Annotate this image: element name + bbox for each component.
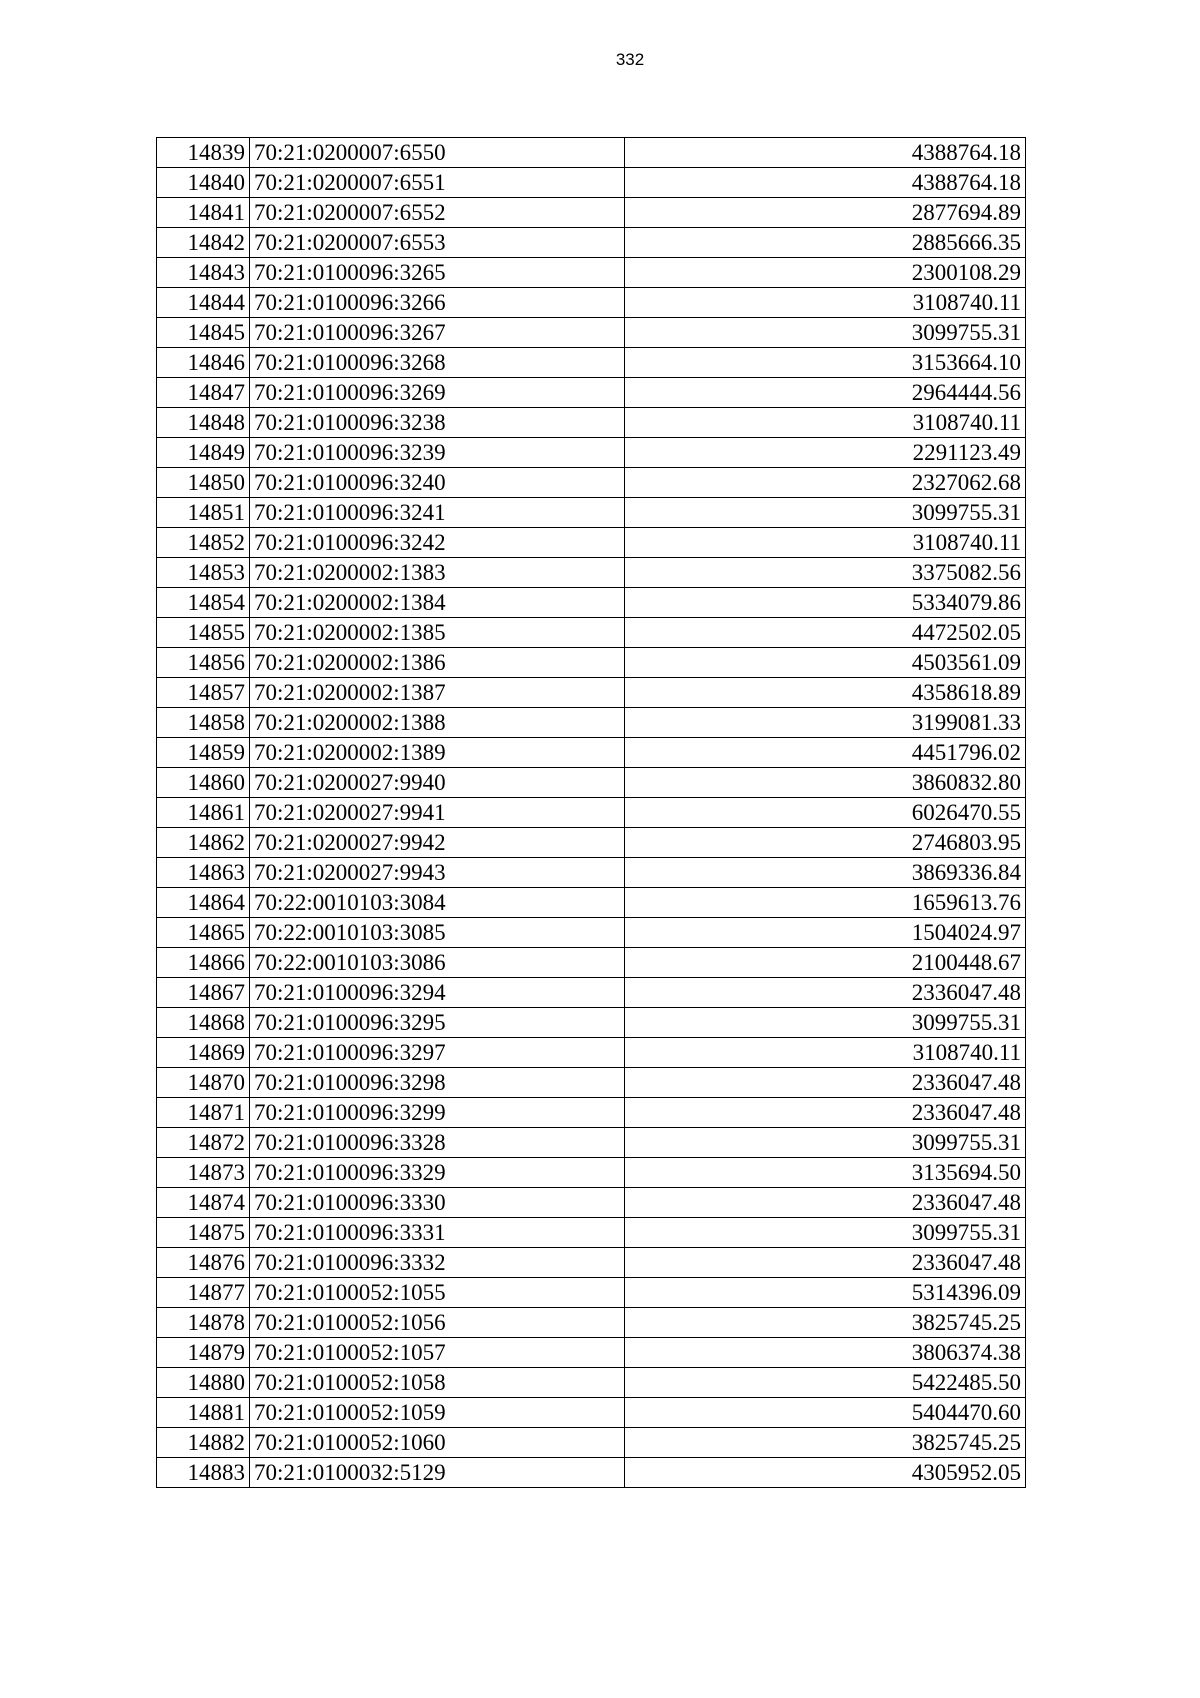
row-number-cell: 14881 [157,1398,250,1428]
cadastral-value-cell: 2877694.89 [625,198,1026,228]
cadastral-number-cell: 70:21:0100096:3238 [250,408,625,438]
row-number-cell: 14852 [157,528,250,558]
cadastral-number-cell: 70:21:0200002:1389 [250,738,625,768]
cadastral-value-cell: 2964444.56 [625,378,1026,408]
cadastral-value-cell: 3108740.11 [625,288,1026,318]
cadastral-value-cell: 4472502.05 [625,618,1026,648]
table-row [157,1158,1026,1188]
table-row [157,528,1026,558]
cadastral-number-cell: 70:21:0200007:6553 [250,228,625,258]
row-number-cell: 14853 [157,558,250,588]
cadastral-value-cell: 2746803.95 [625,828,1026,858]
cadastral-number-cell: 70:21:0200027:9942 [250,828,625,858]
cadastral-number-cell: 70:21:0100096:3329 [250,1158,625,1188]
table-row [157,438,1026,468]
table-row [157,1008,1026,1038]
table-row [157,258,1026,288]
cadastral-number-cell: 70:21:0200007:6551 [250,168,625,198]
row-number-cell: 14855 [157,618,250,648]
cadastral-value-cell: 3375082.56 [625,558,1026,588]
row-number-cell: 14868 [157,1008,250,1038]
cadastral-number-cell: 70:21:0200002:1388 [250,708,625,738]
cadastral-value-cell: 3153664.10 [625,348,1026,378]
row-number-cell: 14845 [157,318,250,348]
cadastral-value-cell: 3135694.50 [625,1158,1026,1188]
table-row [157,498,1026,528]
row-number-cell: 14844 [157,288,250,318]
cadastral-number-cell: 70:21:0100052:1059 [250,1398,625,1428]
row-number-cell: 14850 [157,468,250,498]
row-number-cell: 14871 [157,1098,250,1128]
table-row [157,288,1026,318]
row-number-cell: 14877 [157,1278,250,1308]
table-row [157,1368,1026,1398]
cadastral-number-cell: 70:21:0100096:3265 [250,258,625,288]
cadastral-value-cell: 2291123.49 [625,438,1026,468]
row-number-cell: 14878 [157,1308,250,1338]
cadastral-number-cell: 70:21:0100032:5129 [250,1458,625,1488]
row-number-cell: 14883 [157,1458,250,1488]
table-row [157,1038,1026,1068]
row-number-cell: 14840 [157,168,250,198]
cadastral-value-cell: 6026470.55 [625,798,1026,828]
cadastral-number-cell: 70:21:0200002:1386 [250,648,625,678]
cadastral-value-cell: 3108740.11 [625,528,1026,558]
table-row [157,168,1026,198]
cadastral-number-cell: 70:21:0100096:3328 [250,1128,625,1158]
page-number: 332 [615,50,645,69]
table-row [157,1098,1026,1128]
row-number-cell: 14863 [157,858,250,888]
cadastral-number-cell: 70:21:0100096:3297 [250,1038,625,1068]
table-row [157,1188,1026,1218]
table-row [157,1068,1026,1098]
cadastral-number-cell: 70:22:0010103:3085 [250,918,625,948]
row-number-cell: 14882 [157,1428,250,1458]
cadastral-number-cell: 70:21:0100096:3295 [250,1008,625,1038]
row-number-cell: 14872 [157,1128,250,1158]
row-number-cell: 14858 [157,708,250,738]
cadastral-value-cell: 3108740.11 [625,1038,1026,1068]
table-row [157,678,1026,708]
table-row [157,468,1026,498]
table-row [157,948,1026,978]
table-row [157,408,1026,438]
cadastral-value-cell: 2336047.48 [625,978,1026,1008]
cadastral-value-cell: 3099755.31 [625,1218,1026,1248]
cadastral-value-cell: 2336047.48 [625,1188,1026,1218]
table-row [157,1248,1026,1278]
cadastral-number-cell: 70:21:0100096:3298 [250,1068,625,1098]
table-row [157,1338,1026,1368]
table-row [157,138,1026,168]
cadastral-number-cell: 70:21:0200027:9943 [250,858,625,888]
cadastral-number-cell: 70:21:0100096:3268 [250,348,625,378]
cadastral-value-cell: 4305952.05 [625,1458,1026,1488]
row-number-cell: 14879 [157,1338,250,1368]
cadastral-value-cell: 3860832.80 [625,768,1026,798]
cadastral-value-cell: 3099755.31 [625,1128,1026,1158]
cadastral-number-cell: 70:21:0200002:1384 [250,588,625,618]
cadastral-number-cell: 70:21:0200007:6550 [250,138,625,168]
row-number-cell: 14867 [157,978,250,1008]
cadastral-value-table [156,137,1026,1488]
row-number-cell: 14873 [157,1158,250,1188]
table-row [157,768,1026,798]
cadastral-number-cell: 70:21:0200002:1385 [250,618,625,648]
cadastral-value-cell: 4503561.09 [625,648,1026,678]
cadastral-value-cell: 2336047.48 [625,1248,1026,1278]
row-number-cell: 14861 [157,798,250,828]
row-number-cell: 14843 [157,258,250,288]
row-number-cell: 14851 [157,498,250,528]
row-number-cell: 14841 [157,198,250,228]
table-body [157,138,1026,1488]
row-number-cell: 14875 [157,1218,250,1248]
row-number-cell: 14864 [157,888,250,918]
table-row [157,858,1026,888]
row-number-cell: 14859 [157,738,250,768]
row-number-cell: 14846 [157,348,250,378]
cadastral-value-cell: 3099755.31 [625,1008,1026,1038]
row-number-cell: 14847 [157,378,250,408]
cadastral-number-cell: 70:21:0100052:1060 [250,1428,625,1458]
cadastral-number-cell: 70:21:0200002:1387 [250,678,625,708]
row-number-cell: 14856 [157,648,250,678]
row-number-cell: 14874 [157,1188,250,1218]
cadastral-value-cell: 3199081.33 [625,708,1026,738]
cadastral-value-cell: 3869336.84 [625,858,1026,888]
row-number-cell: 14876 [157,1248,250,1278]
cadastral-number-cell: 70:21:0100096:3331 [250,1218,625,1248]
cadastral-number-cell: 70:21:0200002:1383 [250,558,625,588]
cadastral-value-cell: 4358618.89 [625,678,1026,708]
cadastral-value-cell: 5422485.50 [625,1368,1026,1398]
cadastral-number-cell: 70:21:0200027:9941 [250,798,625,828]
cadastral-number-cell: 70:22:0010103:3084 [250,888,625,918]
cadastral-number-cell: 70:22:0010103:3086 [250,948,625,978]
cadastral-value-cell: 5314396.09 [625,1278,1026,1308]
table-row [157,228,1026,258]
cadastral-number-cell: 70:21:0100052:1057 [250,1338,625,1368]
row-number-cell: 14866 [157,948,250,978]
table-row [157,828,1026,858]
cadastral-value-cell: 1659613.76 [625,888,1026,918]
cadastral-number-cell: 70:21:0100096:3299 [250,1098,625,1128]
row-number-cell: 14880 [157,1368,250,1398]
row-number-cell: 14860 [157,768,250,798]
cadastral-value-cell: 3099755.31 [625,498,1026,528]
table-row [157,588,1026,618]
cadastral-number-cell: 70:21:0100096:3241 [250,498,625,528]
cadastral-number-cell: 70:21:0200007:6552 [250,198,625,228]
table-row [157,798,1026,828]
table-row [157,198,1026,228]
table-row [157,1128,1026,1158]
row-number-cell: 14870 [157,1068,250,1098]
table-row [157,1458,1026,1488]
table-row [157,1218,1026,1248]
row-number-cell: 14854 [157,588,250,618]
row-number-cell: 14839 [157,138,250,168]
cadastral-number-cell: 70:21:0100096:3267 [250,318,625,348]
cadastral-value-cell: 3825745.25 [625,1428,1026,1458]
cadastral-number-cell: 70:21:0100052:1055 [250,1278,625,1308]
table-row [157,318,1026,348]
cadastral-value-cell: 4451796.02 [625,738,1026,768]
cadastral-number-cell: 70:21:0100052:1056 [250,1308,625,1338]
cadastral-number-cell: 70:21:0100096:3240 [250,468,625,498]
cadastral-value-cell: 5404470.60 [625,1398,1026,1428]
table-row [157,708,1026,738]
cadastral-number-cell: 70:21:0200027:9940 [250,768,625,798]
table-row [157,618,1026,648]
table-row [157,918,1026,948]
cadastral-number-cell: 70:21:0100096:3269 [250,378,625,408]
table-row [157,978,1026,1008]
cadastral-number-cell: 70:21:0100096:3330 [250,1188,625,1218]
cadastral-number-cell: 70:21:0100096:3266 [250,288,625,318]
cadastral-value-cell: 2300108.29 [625,258,1026,288]
cadastral-number-cell: 70:21:0100096:3239 [250,438,625,468]
cadastral-value-cell: 3099755.31 [625,318,1026,348]
cadastral-value-cell: 3825745.25 [625,1308,1026,1338]
table-row [157,558,1026,588]
cadastral-number-cell: 70:21:0100096:3332 [250,1248,625,1278]
row-number-cell: 14848 [157,408,250,438]
table-row [157,648,1026,678]
table-row [157,1308,1026,1338]
table-row [157,1428,1026,1458]
cadastral-value-cell: 2885666.35 [625,228,1026,258]
table-row [157,1278,1026,1308]
row-number-cell: 14865 [157,918,250,948]
cadastral-value-cell: 2336047.48 [625,1098,1026,1128]
cadastral-value-cell: 5334079.86 [625,588,1026,618]
row-number-cell: 14862 [157,828,250,858]
row-number-cell: 14869 [157,1038,250,1068]
table-row [157,888,1026,918]
table-row [157,738,1026,768]
cadastral-value-cell: 3806374.38 [625,1338,1026,1368]
cadastral-value-cell: 4388764.18 [625,138,1026,168]
table-row [157,1398,1026,1428]
cadastral-number-cell: 70:21:0100052:1058 [250,1368,625,1398]
cadastral-value-cell: 2100448.67 [625,948,1026,978]
cadastral-value-cell: 4388764.18 [625,168,1026,198]
table-row [157,348,1026,378]
cadastral-value-cell: 2327062.68 [625,468,1026,498]
table-row [157,378,1026,408]
cadastral-number-cell: 70:21:0100096:3242 [250,528,625,558]
cadastral-number-cell: 70:21:0100096:3294 [250,978,625,1008]
row-number-cell: 14849 [157,438,250,468]
cadastral-value-cell: 1504024.97 [625,918,1026,948]
row-number-cell: 14842 [157,228,250,258]
cadastral-value-cell: 2336047.48 [625,1068,1026,1098]
cadastral-value-cell: 3108740.11 [625,408,1026,438]
row-number-cell: 14857 [157,678,250,708]
